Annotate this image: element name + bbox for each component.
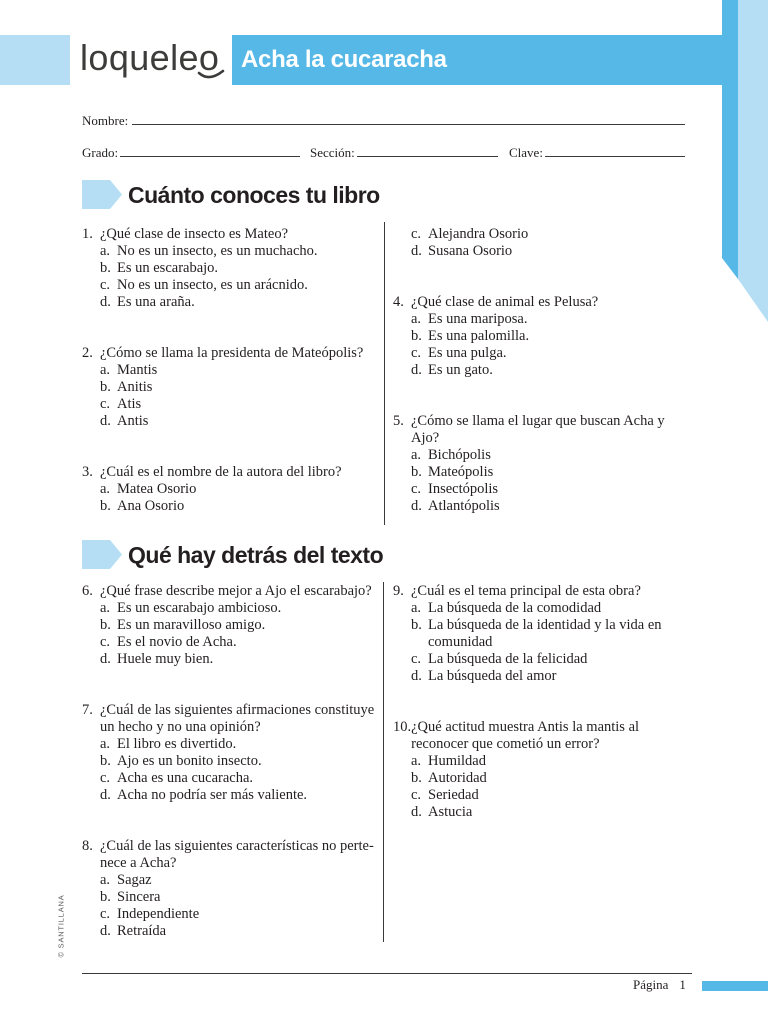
question-block — [393, 413, 690, 515]
section-arrow-icon — [82, 540, 122, 569]
question-stem — [82, 464, 374, 481]
section-heading: Qué hay detrás del texto — [128, 542, 384, 568]
option-text: Acha no podría ser más valiente. — [117, 787, 308, 803]
option-letter: b. — [411, 617, 422, 633]
answer-option — [393, 668, 690, 685]
page-label: Página — [633, 977, 669, 992]
option-text: Sincera — [117, 889, 161, 905]
option-letter: b. — [411, 464, 422, 480]
option-letter: a. — [100, 481, 111, 497]
question-block — [393, 226, 690, 260]
footer-accent-bar — [702, 981, 768, 991]
option-text: Autoridad — [428, 770, 487, 786]
question-text: ¿Cuál de las siguientes características no perte- nece a Acha? — [100, 838, 374, 871]
answer-option — [393, 787, 690, 804]
answer-option — [82, 753, 374, 770]
option-text: La búsqueda de la comodidad — [428, 600, 602, 616]
option-text: Atlantópolis — [428, 498, 500, 514]
question-stem — [393, 413, 690, 447]
answer-option — [82, 481, 374, 498]
question-number: 5. — [393, 413, 404, 429]
answer-option — [393, 498, 690, 515]
question-text: ¿Cuál es el tema principal de esta obra? — [411, 583, 641, 599]
option-text: Es una palomilla. — [428, 328, 530, 344]
option-text: Anitis — [117, 379, 153, 395]
question-block — [82, 702, 374, 804]
answer-option — [82, 498, 374, 515]
answer-option — [82, 413, 374, 430]
brand-logo: loqueleo — [80, 37, 220, 78]
answer-option — [393, 770, 690, 787]
question-column-left — [82, 583, 374, 940]
option-text: Retraída — [117, 923, 167, 939]
option-letter: a. — [411, 447, 422, 463]
option-letter: a. — [100, 362, 111, 378]
option-text: Astucia — [428, 804, 473, 820]
question-block — [393, 719, 690, 821]
answer-option — [82, 736, 374, 753]
question-number: 9. — [393, 583, 404, 599]
option-text: El libro es divertido. — [117, 736, 237, 752]
answer-option — [393, 753, 690, 770]
answer-option — [82, 889, 374, 906]
option-text: Ana Osorio — [117, 498, 185, 514]
option-text: Atis — [117, 396, 142, 412]
answer-option — [393, 243, 690, 260]
question-text: ¿Cuál de las siguientes afirmaciones constituye un hecho y no una opinión? — [100, 702, 375, 735]
question-stem — [393, 294, 690, 311]
section-label: Sección: — [310, 145, 355, 160]
answer-option — [82, 294, 374, 311]
name-field-line — [132, 124, 685, 125]
answer-option — [82, 651, 374, 668]
option-letter: a. — [100, 243, 111, 259]
option-letter: c. — [411, 481, 422, 497]
option-letter: c. — [411, 787, 422, 803]
question-stem — [82, 345, 374, 362]
answer-option — [82, 634, 374, 651]
answer-option — [393, 362, 690, 379]
option-letter: b. — [411, 770, 422, 786]
option-text: Es un gato. — [428, 362, 493, 378]
option-text: Es un escarabajo. — [117, 260, 219, 276]
answer-option — [82, 770, 374, 787]
question-stem — [82, 583, 374, 600]
question-number: 10. — [393, 719, 412, 735]
option-letter: b. — [100, 889, 111, 905]
option-text: Alejandra Osorio — [428, 226, 529, 242]
question-number: 7. — [82, 702, 93, 718]
answer-option — [82, 243, 374, 260]
option-text: Es una araña. — [117, 294, 195, 310]
option-text: Seriedad — [428, 787, 479, 803]
column-divider — [383, 582, 384, 942]
book-title: Acha la cucaracha — [241, 46, 447, 73]
option-letter: c. — [411, 651, 422, 667]
option-text: Huele muy bien. — [117, 651, 214, 667]
name-label: Nombre: — [82, 113, 129, 128]
option-text: Antis — [117, 413, 149, 429]
answer-option — [393, 311, 690, 328]
question-number: 4. — [393, 294, 404, 310]
column-divider — [384, 222, 385, 525]
question-number: 1. — [82, 226, 93, 242]
grade-field-line — [120, 156, 300, 157]
section-heading: Cuánto conoces tu libro — [128, 182, 380, 208]
option-text: Matea Osorio — [117, 481, 197, 497]
option-letter: d. — [100, 923, 111, 939]
option-letter: a. — [100, 872, 111, 888]
option-letter: b. — [100, 379, 111, 395]
option-letter: d. — [100, 294, 111, 310]
logo-smile-icon — [196, 68, 226, 82]
question-text: ¿Qué actitud muestra Antis la mantis al reconocer que cometió un error? — [411, 719, 640, 752]
option-letter: d. — [411, 243, 422, 259]
key-label: Clave: — [509, 145, 543, 160]
key-field-line — [545, 156, 685, 157]
answer-option — [82, 923, 374, 940]
option-letter: c. — [100, 770, 111, 786]
question-block — [393, 294, 690, 379]
answer-option — [82, 787, 374, 804]
answer-option — [393, 447, 690, 464]
option-text: Mateópolis — [428, 464, 494, 480]
question-stem — [82, 838, 374, 872]
option-text: Susana Osorio — [428, 243, 513, 259]
question-text: ¿Cómo se llama la presidenta de Mateópolis? — [100, 345, 364, 361]
answer-option — [393, 804, 690, 821]
question-stem — [82, 702, 374, 736]
footer-rule — [82, 973, 692, 974]
question-text: ¿Qué frase describe mejor a Ajo el escarabajo? — [100, 583, 372, 599]
answer-option — [82, 379, 374, 396]
answer-option — [393, 651, 690, 668]
option-letter: d. — [100, 651, 111, 667]
option-letter: b. — [411, 328, 422, 344]
answer-option — [82, 600, 374, 617]
option-letter: b. — [100, 753, 111, 769]
option-letter: b. — [100, 617, 111, 633]
question-number: 2. — [82, 345, 93, 361]
question-block — [82, 226, 374, 311]
question-column-right — [393, 583, 690, 821]
option-letter: c. — [100, 277, 111, 293]
option-text: Acha es una cucaracha. — [117, 770, 254, 786]
option-text: Es un escarabajo ambicioso. — [117, 600, 282, 616]
option-letter: d. — [411, 362, 422, 378]
copyright-notice: © SANTILLANA — [56, 894, 66, 958]
option-text: No es un insecto, es un muchacho. — [117, 243, 318, 259]
option-text: La búsqueda del amor — [428, 668, 557, 684]
header-accent-band — [0, 35, 70, 85]
answer-option — [393, 345, 690, 362]
option-letter: a. — [100, 736, 111, 752]
option-letter: a. — [411, 311, 422, 327]
answer-option — [82, 872, 374, 889]
question-stem — [393, 583, 690, 600]
answer-option — [82, 260, 374, 277]
option-letter: d. — [411, 804, 422, 820]
option-letter: d. — [411, 498, 422, 514]
question-block — [82, 583, 374, 668]
question-text: ¿Cómo se llama el lugar que buscan Acha y Ajo? — [411, 413, 665, 446]
option-letter: a. — [411, 753, 422, 769]
question-block — [82, 345, 374, 430]
question-stem — [82, 226, 374, 243]
page-indicator — [633, 977, 686, 993]
question-stem — [393, 719, 690, 753]
option-letter: c. — [411, 226, 422, 242]
answer-option — [393, 481, 690, 498]
option-letter: a. — [411, 600, 422, 616]
option-text: Humildad — [428, 753, 486, 769]
option-letter: d. — [100, 787, 111, 803]
option-text: La búsqueda de la identidad y la vida en comunidad — [428, 617, 662, 650]
question-text: ¿Qué clase de animal es Pelusa? — [411, 294, 599, 310]
question-block — [82, 464, 374, 515]
answer-option — [393, 328, 690, 345]
question-column-right — [393, 226, 690, 515]
option-letter: c. — [100, 634, 111, 650]
question-block — [393, 583, 690, 685]
option-text: Bichópolis — [428, 447, 491, 463]
option-letter: d. — [411, 668, 422, 684]
option-text: Mantis — [117, 362, 158, 378]
answer-option — [393, 464, 690, 481]
answer-option — [82, 396, 374, 413]
option-letter: c. — [100, 906, 111, 922]
answer-option — [82, 906, 374, 923]
question-block — [82, 838, 374, 940]
option-letter: a. — [100, 600, 111, 616]
question-number: 3. — [82, 464, 93, 480]
answer-option — [82, 277, 374, 294]
option-text: Es una pulga. — [428, 345, 507, 361]
option-text: Ajo es un bonito insecto. — [117, 753, 262, 769]
page-number: 1 — [679, 977, 686, 992]
option-letter: b. — [100, 260, 111, 276]
option-letter: d. — [100, 413, 111, 429]
question-column-left — [82, 226, 374, 515]
option-text: Es el novio de Acha. — [117, 634, 237, 650]
option-text: No es un insecto, es un arácnido. — [117, 277, 308, 293]
answer-option — [82, 617, 374, 634]
option-letter: c. — [100, 396, 111, 412]
section-arrow-icon — [82, 180, 122, 209]
question-number: 6. — [82, 583, 93, 599]
answer-option — [393, 600, 690, 617]
section-field-line — [357, 156, 498, 157]
grade-label: Grado: — [82, 145, 119, 160]
corner-decoration — [722, 0, 768, 322]
option-text: Insectópolis — [428, 481, 499, 497]
option-text: La búsqueda de la felicidad — [428, 651, 588, 667]
answer-option — [82, 362, 374, 379]
option-text: Es una mariposa. — [428, 311, 528, 327]
question-text: ¿Qué clase de insecto es Mateo? — [100, 226, 289, 242]
answer-option — [393, 226, 690, 243]
option-text: Sagaz — [117, 872, 152, 888]
question-number: 8. — [82, 838, 93, 854]
option-letter: b. — [100, 498, 111, 514]
question-text: ¿Cuál es el nombre de la autora del libro? — [100, 464, 342, 480]
answer-option — [393, 617, 690, 651]
option-text: Independiente — [117, 906, 200, 922]
option-text: Es un maravilloso amigo. — [117, 617, 266, 633]
option-letter: c. — [411, 345, 422, 361]
